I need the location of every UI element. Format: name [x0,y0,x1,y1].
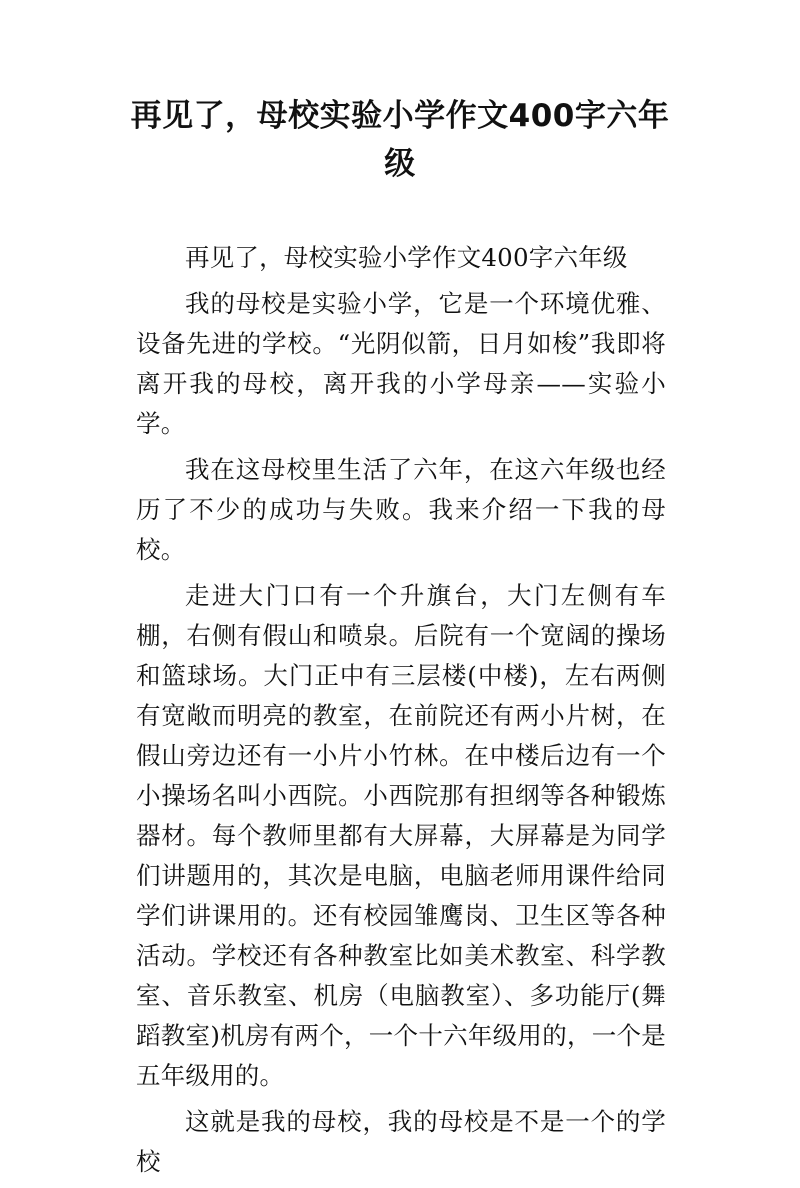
paragraph-subtitle: 再见了，母校实验小学作文400字六年级 [185,243,628,272]
paragraph-1: 我的母校是实验小学，它是一个环境优雅、设备先进的学校。“光阴似箭，日月如梭”我即将离开我的母校，离开我的小学母亲——实验小学。 [136,289,666,438]
document-title: 再见了，母校实验小学作文400字六年级 [130,98,670,182]
paragraph-3: 走进大门口有一个升旗台，大门左侧有车棚，右侧有假山和喷泉。后院有一个宽阔的操场和篮球场。大门正中有三层楼(中楼)，左右两侧有宽敞而明亮的教室，在前院还有两小片树，在假山旁边还有一小片小竹林。在中楼后边有一个小操场名叫小西院。小西院那有担纲等各种锻炼器材。每个教师里都有大屏幕，大屏幕是为同学们讲题用的，其次是电脑，电脑老师用课件给同学们讲课用的。还有校园雏鹰岗、卫生区等各种活动。学校还有各种教室比如美术教室、科学教室、音乐教室、机房（电脑教室）、多功能厅(舞蹈教室)机房有两个，一个十六年级用的，一个是五年级用的。 [136,581,666,1090]
paragraph-4: 这就是我的母校，我的母校是不是一个的学校 [136,1107,666,1176]
paragraph-2: 我在这母校里生活了六年，在这六年级也经历了不少的成功与失败。我来介绍一下我的母校。 [136,455,666,564]
document-body [136,238,666,1188]
